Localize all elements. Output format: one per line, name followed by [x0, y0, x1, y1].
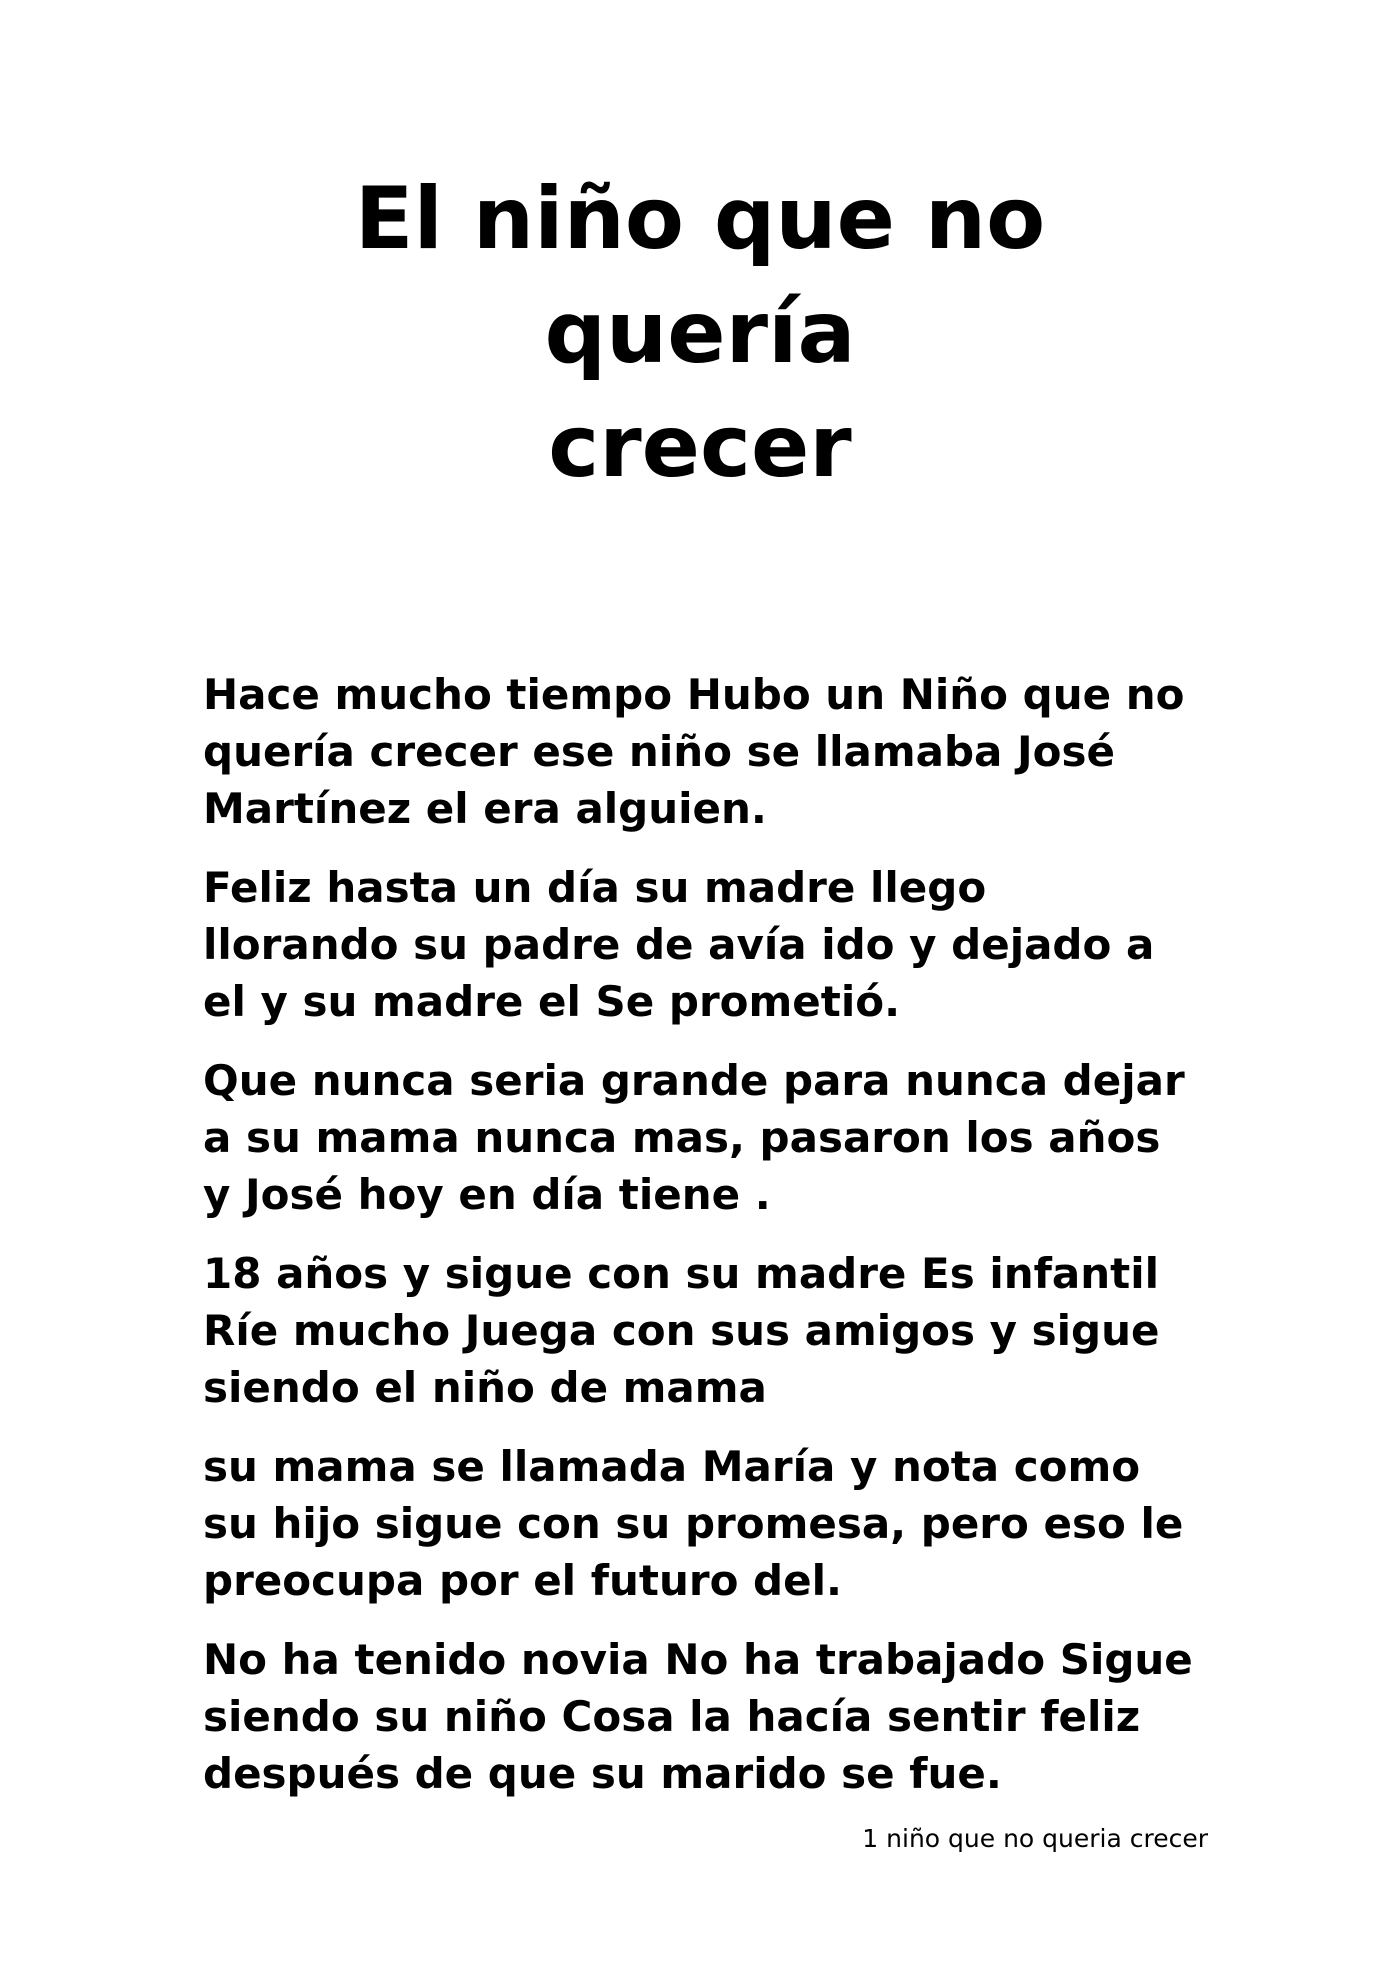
paragraph-line: su hijo sigue con su promesa, pero eso le — [203, 1499, 1184, 1548]
paragraph-line: Feliz hasta un día su madre llego — [203, 863, 987, 912]
paragraph — [203, 1052, 1213, 1223]
paragraph-line: No ha tenido novia No ha trabajado Sigue — [203, 1635, 1193, 1684]
paragraph-line: Martínez el era alguien. — [203, 784, 767, 833]
paragraph-line: siendo su niño Cosa la hacía sentir feliz — [203, 1692, 1141, 1741]
document-body — [203, 666, 1213, 1824]
paragraph — [203, 1438, 1213, 1609]
paragraph-line: su mama se llamada María y nota como — [203, 1442, 1141, 1491]
paragraph-line: después de que su marido se fue. — [203, 1749, 1002, 1798]
title-line: El niño que no — [354, 169, 1046, 269]
paragraph-line: a su mama nunca mas, pasaron los años — [203, 1113, 1161, 1162]
paragraph-line: preocupa por el futuro del. — [203, 1556, 842, 1605]
title-line: crecer — [548, 397, 852, 497]
page-footer: 1 niño que no queria crecer — [862, 1824, 1208, 1853]
paragraph-line: Hace mucho tiempo Hubo un Niño que no — [203, 670, 1185, 719]
paragraph-line: 18 años y sigue con su madre Es infantil — [203, 1249, 1160, 1298]
paragraph — [203, 1245, 1213, 1416]
paragraph-line: Que nunca seria grande para nunca dejar — [203, 1056, 1185, 1105]
paragraph — [203, 859, 1213, 1030]
paragraph-line: siendo el niño de mama — [203, 1363, 767, 1412]
title-line: quería — [544, 283, 856, 383]
paragraph-line: el y su madre el Se prometió. — [203, 977, 901, 1026]
paragraph-line: Ríe mucho Juega con sus amigos y sigue — [203, 1306, 1160, 1355]
document-title — [0, 162, 1400, 504]
paragraph-line: y José hoy en día tiene . — [203, 1170, 771, 1219]
paragraph — [203, 1631, 1213, 1802]
paragraph-line: quería crecer ese niño se llamaba José — [203, 727, 1115, 776]
paragraph — [203, 666, 1213, 837]
paragraph-line: llorando su padre de avía ido y dejado a — [203, 920, 1155, 969]
